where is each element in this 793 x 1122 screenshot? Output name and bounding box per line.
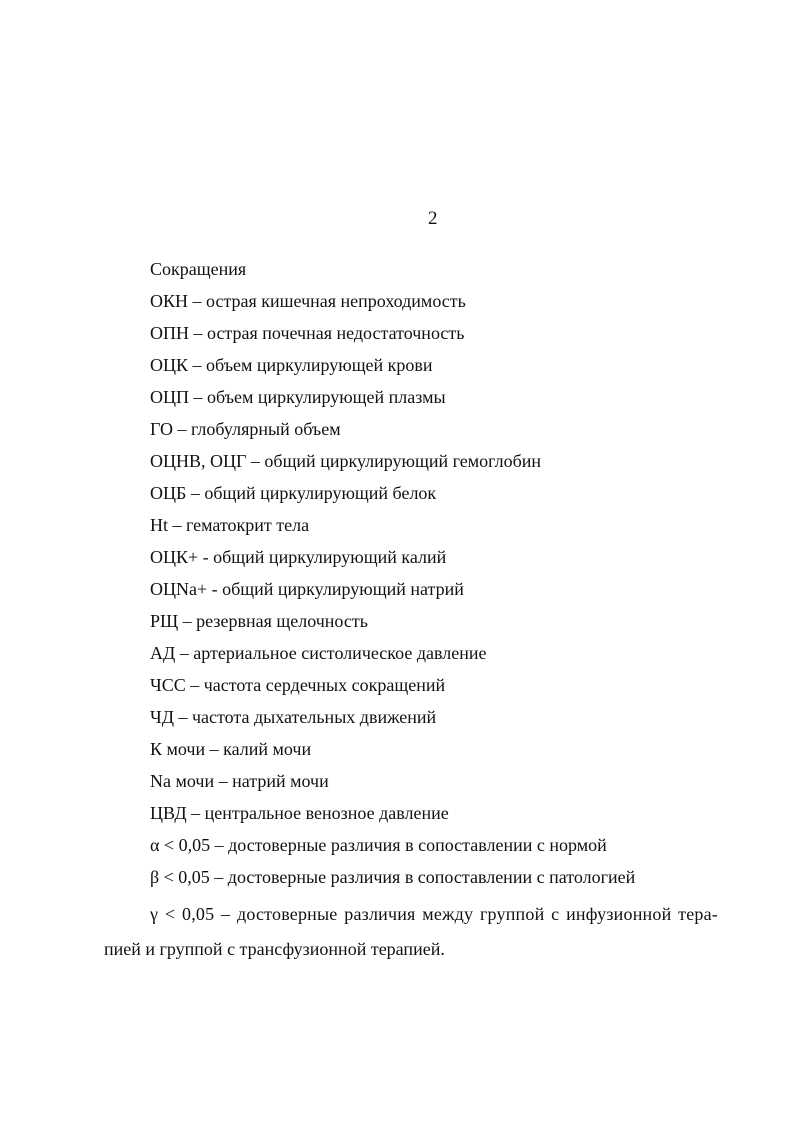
abbreviation-item: ЧД – частота дыхательных движений — [150, 707, 437, 727]
abbreviation-item: Na мочи – натрий мочи — [150, 771, 329, 791]
abbreviation-item: ОКН – острая кишечная непроходимость — [150, 291, 466, 311]
abbreviation-item: β < 0,05 – достоверные различия в сопоставлении с патологией — [150, 867, 636, 887]
abbreviation-item: ОЦБ – общий циркулирующий белок — [150, 483, 437, 503]
page-number: 2 — [428, 208, 438, 229]
abbreviation-item: ОЦК+ - общий циркулирующий калий — [150, 547, 447, 567]
abbreviation-item: ЧСС – частота сердечных сокращений — [150, 675, 446, 695]
abbreviation-item: ОПН – острая почечная недостаточность — [150, 323, 465, 343]
abbreviation-item: К мочи – калий мочи — [150, 739, 312, 759]
abbreviation-item: ОЦNa+ - общий циркулирующий натрий — [150, 579, 464, 599]
significance-note-line-2: пией и группой с трансфузионной терапией. — [104, 939, 445, 959]
abbreviation-item: РЩ – резервная щелочность — [150, 611, 368, 631]
significance-note-line-1: γ < 0,05 – достоверные различия между группой с инфузионной тера- — [150, 904, 718, 924]
abbreviation-item: ОЦК – объем циркулирующей крови — [150, 355, 433, 375]
abbreviation-item: α < 0,05 – достоверные различия в сопоставлении с нормой — [150, 835, 607, 855]
abbreviation-item: ЦВД – центральное венозное давление — [150, 803, 449, 823]
abbreviation-item: ГО – глобулярный объем — [150, 419, 341, 439]
abbreviation-list — [150, 290, 635, 898]
section-heading: Сокращения — [150, 259, 247, 279]
abbreviation-item: Ht – гематокрит тела — [150, 515, 310, 535]
abbreviation-item: ОЦНВ, ОЦГ – общий циркулирующий гемоглобин — [150, 451, 542, 471]
abbreviation-item: ОЦП – объем циркулирующей плазмы — [150, 387, 446, 407]
abbreviation-item: АД – артериальное систолическое давление — [150, 643, 487, 663]
